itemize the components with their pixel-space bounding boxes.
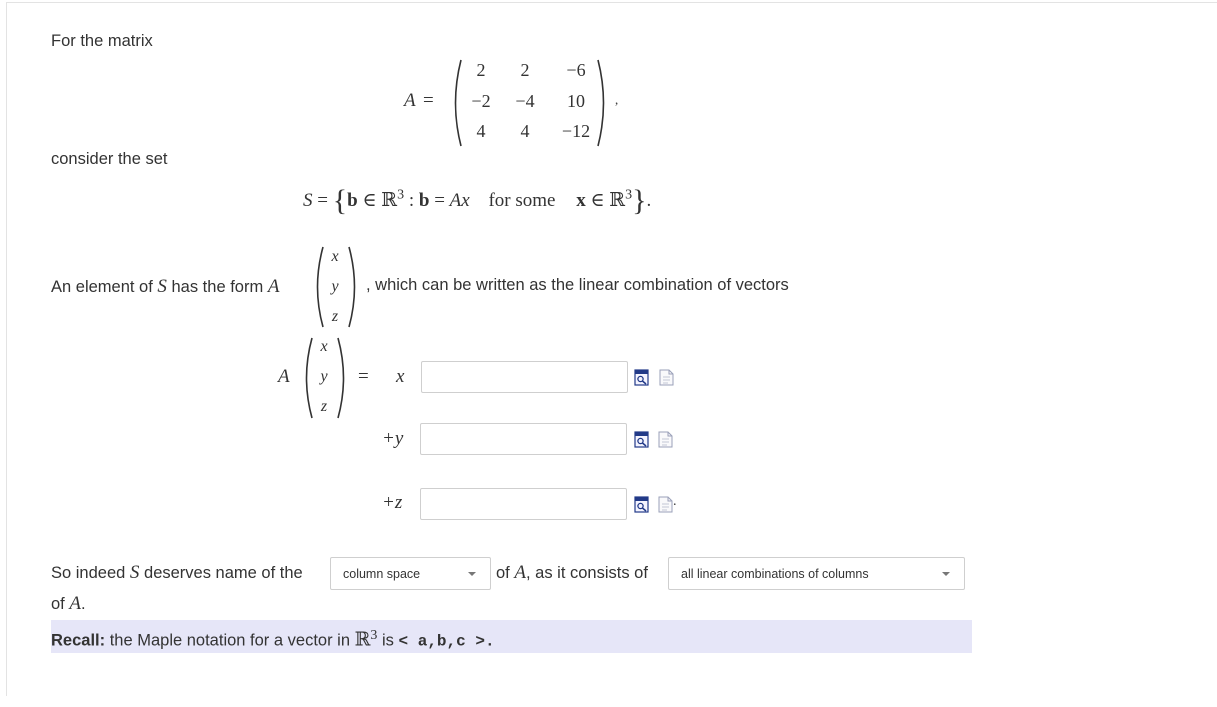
set-period: . — [646, 190, 652, 211]
consider-the-set-text: consider the set — [51, 150, 168, 168]
so-indeed-b: deserves name of the — [144, 564, 303, 582]
element-text-b: has the form — [171, 278, 264, 296]
matrix-cell: 2 — [520, 60, 530, 80]
frame-left-border — [6, 2, 7, 696]
matrix-cell: −4 — [515, 91, 535, 111]
of-A-end-period: . — [80, 595, 86, 613]
recall-label: Recall: — [51, 631, 106, 650]
recall-period: . — [484, 632, 495, 651]
x-vector-input-box[interactable] — [422, 362, 627, 392]
of-A-end-text: of — [51, 595, 65, 613]
lc-term-plus-z: +z — [382, 492, 403, 513]
matrix-label-A: A — [404, 90, 416, 111]
b-vector-2: b — [418, 190, 430, 211]
element-text — [51, 276, 279, 298]
x-vector: x — [576, 190, 586, 211]
reals-symbol: ℝ — [381, 190, 398, 211]
matrix-cell: −2 — [471, 91, 491, 111]
lc-y: y — [320, 368, 328, 385]
lc-equals: = — [358, 366, 369, 387]
preview-icon[interactable] — [634, 431, 649, 448]
recall-body: the Maple notation for a vector in — [109, 631, 351, 650]
equals-2: = — [434, 190, 445, 211]
y-vector-input[interactable] — [420, 423, 627, 455]
of-A-end-symbol: A — [69, 593, 81, 614]
lc-z: z — [320, 398, 328, 415]
recall-text — [51, 628, 495, 652]
matrix-cell: 2 — [476, 60, 486, 80]
element-y: y — [331, 278, 339, 295]
b-vector: b — [347, 190, 358, 211]
z-vector-input[interactable] — [420, 488, 627, 520]
element-left-paren — [311, 245, 325, 329]
matrix-comma: , — [615, 92, 619, 107]
in-symbol: ∈ — [362, 190, 377, 211]
matrix-equals: = — [423, 90, 434, 111]
element-text-a: An element of — [51, 278, 153, 296]
matrix-cell: −12 — [561, 121, 591, 141]
lc-x: x — [320, 338, 328, 355]
lc-period: . — [673, 494, 677, 509]
lc-A: A — [278, 366, 290, 387]
element-x: x — [331, 248, 339, 265]
chevron-down-icon — [942, 572, 950, 576]
A-x: Ax — [449, 190, 470, 211]
of-A-text — [496, 562, 648, 584]
preview-icon[interactable] — [634, 496, 649, 513]
lc-term-plus-y: +y — [382, 428, 404, 449]
left-brace: { — [332, 184, 348, 217]
colon-symbol: : — [408, 190, 415, 211]
space-name-selected: column space — [343, 566, 421, 581]
in-symbol-2: ∈ — [590, 190, 605, 211]
matrix-cell: 4 — [520, 121, 530, 141]
z-vector-input-box[interactable] — [421, 489, 626, 519]
lc-term-x: x — [396, 366, 405, 387]
of-text: of — [496, 564, 510, 582]
element-S: S — [157, 276, 167, 297]
syntax-help-icon[interactable] — [659, 369, 674, 386]
consists-of-selected: all linear combinations of columns — [681, 566, 869, 581]
matrix-cell: 4 — [476, 121, 486, 141]
chevron-down-icon — [468, 572, 476, 576]
reals-exponent-2: 3 — [625, 187, 633, 203]
element-text-c: , which can be written as the linear combination of vectors — [366, 276, 789, 294]
recall-reals: ℝ — [354, 629, 371, 651]
recall-exponent: 3 — [370, 628, 378, 643]
for-the-matrix-text: For the matrix — [51, 32, 153, 50]
so-indeed-text — [51, 562, 303, 584]
set-definition — [303, 184, 651, 218]
frame-top-border — [6, 2, 1217, 3]
element-z: z — [331, 308, 339, 325]
y-vector-input-box[interactable] — [421, 424, 626, 454]
element-A: A — [267, 276, 280, 297]
recall-is: is — [382, 631, 394, 650]
lc-right-paren — [336, 336, 350, 420]
space-name-select[interactable] — [330, 557, 491, 590]
syntax-help-icon[interactable] — [658, 496, 673, 513]
so-indeed-S: S — [129, 562, 140, 583]
element-right-paren — [347, 245, 361, 329]
set-S: S — [303, 190, 313, 211]
of-A-symbol: A — [514, 562, 526, 583]
for-some-text: for some — [488, 190, 556, 211]
of-A-end — [51, 593, 86, 615]
right-brace: } — [632, 184, 647, 217]
consists-of-select[interactable] — [668, 557, 965, 590]
matrix-right-paren — [596, 58, 610, 148]
preview-icon[interactable] — [634, 369, 649, 386]
recall-notation: < a,b,c > — [398, 632, 485, 651]
so-indeed-a: So indeed — [51, 564, 126, 582]
set-equals: = — [317, 190, 328, 211]
x-vector-input[interactable] — [421, 361, 628, 393]
reals-exponent: 3 — [397, 187, 405, 203]
as-it-consists-text: , as it consists of — [525, 564, 648, 582]
matrix-cell: −6 — [566, 60, 586, 80]
lc-left-paren — [300, 336, 314, 420]
reals-symbol-2: ℝ — [609, 190, 626, 211]
syntax-help-icon[interactable] — [658, 431, 673, 448]
matrix-cell: 10 — [567, 91, 585, 111]
